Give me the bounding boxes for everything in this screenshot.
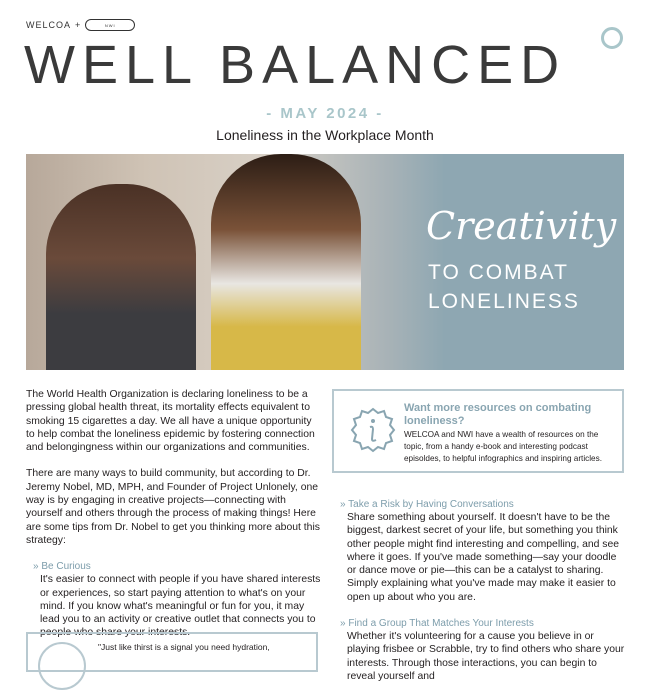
hero-caption bbox=[428, 258, 580, 316]
right-column bbox=[340, 498, 628, 696]
quote-circle-icon bbox=[38, 642, 86, 690]
welcoa-logo: WELCOA bbox=[26, 20, 72, 30]
plus-sign: + bbox=[75, 20, 82, 30]
hero-caption-line2: LONELINESS bbox=[428, 290, 580, 313]
partner-logos bbox=[26, 19, 135, 31]
newsletter-title: WELL BALANCED bbox=[24, 35, 567, 95]
issue-theme: Loneliness in the Workplace Month bbox=[216, 127, 434, 143]
issue-month: - MAY 2024 - bbox=[266, 105, 384, 122]
info-badge-icon bbox=[350, 407, 396, 453]
nwi-logo: NWI bbox=[85, 19, 135, 31]
hero-script-text: Creativity bbox=[426, 204, 617, 248]
hero-image bbox=[26, 154, 624, 370]
intro-paragraph: The World Health Organization is declaring loneliness to be a pressing global health threat, its mortality effects equivalent to smoking 15 cigarettes a day. We all have a unique opportunity to help combat the loneliness epidemic by fostering connection and belongingness within our organizations and communities. bbox=[26, 389, 315, 454]
tip-body: Share something about yourself. It doesn't have to be the biggest, darkest secret of your life, but something you think other people might find interesting and compelling, and see where it goes. If you've made something—say your doodle or dance move or pie—this can be a catalyst to sharing. Simply explaining what you've made may make it easier to open up about who you are. bbox=[347, 512, 620, 603]
info-body: WELCOA and NWI have a wealth of resources on the topic, from a handy e-book and interesting podcast episoldes, to helpful infographics and inspiring articles. bbox=[404, 430, 602, 463]
hero-caption-line1: TO COMBAT bbox=[428, 261, 569, 284]
person-right bbox=[211, 154, 361, 370]
tip-heading: » Find a Group That Matches Your Interests bbox=[340, 618, 534, 630]
info-heading: Want more resources on combating loneliness? bbox=[404, 402, 592, 427]
quote-text: "Just like thirst is a signal you need hydration, bbox=[98, 642, 270, 652]
quote-box bbox=[26, 632, 318, 672]
tip-body: It's easier to connect with people if you have shared interests or experiences, so start paying attention to what's on your mind. If you know what's meaningful or fun for you, it may lead you to an activity or creative outlet that connects you to people who share your interests. bbox=[40, 574, 321, 639]
tip-heading: » Take a Risk by Having Conversations bbox=[340, 499, 514, 510]
tip-body: Whether it's volunteering for a cause you believe in or playing frisbee or Scrabble, try to find others who share your interests. Through those interactions, you can begin to reveal yourself and bbox=[347, 631, 625, 682]
intro-paragraph: There are many ways to build community, but according to Dr. Jeremy Nobel, MD, MPH, and Founder of Project Unlonely, one way is by engaging in creative projects—connecting with yourself and others through the process of making things! Here are some tips from Dr. Nobel to get you thinking more about this strategy: bbox=[26, 468, 320, 546]
tip-heading: » Be Curious bbox=[33, 561, 91, 573]
left-column bbox=[26, 388, 321, 653]
person-left bbox=[46, 184, 196, 370]
resources-info-box bbox=[332, 389, 624, 473]
degree-circle-icon bbox=[601, 27, 623, 49]
